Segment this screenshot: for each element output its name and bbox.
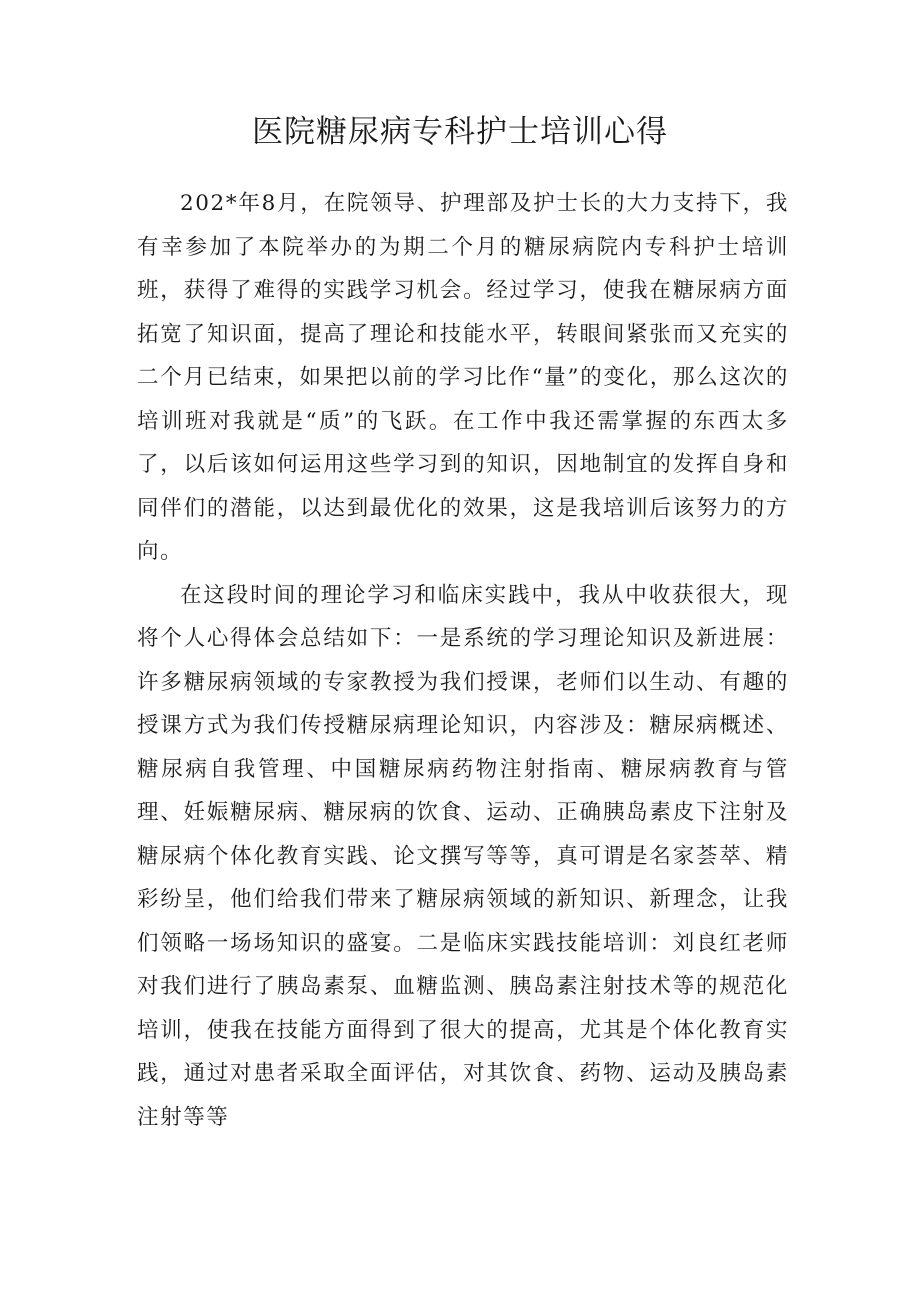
document-title: 医院糖尿病专科护士培训心得 (252, 114, 668, 150)
document-body (137, 182, 789, 1139)
paragraph-1: 202*年8月，在院领导、护理部及护士长的大力支持下，我有幸参加了本院举办的为期二个月的糖尿病院内专科护士培训班，获得了难得的实践学习机会。经过学习，使我在糖尿病方面拓宽了知识面，提高了理论和技能水平，转眼间紧张而又充实的二个月已结束，如果把以前的学习比作“量”的变化，那么这次的培训班对我就是“质”的飞跃。在工作中我还需掌握的东西太多了，以后该如何运用这些学习到的知识，因地制宜的发挥自身和同伴们的潜能，以达到最优化的效果，这是我培训后该努力的方向。 (137, 191, 789, 564)
paragraph-2: 在这段时间的理论学习和临床实践中，我从中收获很大，现将个人心得体会总结如下：一是系统的学习理论知识及新进展：许多糖尿病领域的专家教授为我们授课，老师们以生动、有趣的授课方式为我们传授糖尿病理论知识，内容涉及：糖尿病概述、糖尿病自我管理、中国糖尿病药物注射指南、糖尿病教育与管理、妊娠糖尿病、糖尿病的饮食、运动、正确胰岛素皮下注射及糖尿病个体化教育实践、论文撰写等等，真可谓是名家荟萃、精彩纷呈，他们给我们带来了糖尿病领域的新知识、新理念，让我们领略一场场知识的盛宴。二是临床实践技能培训：刘良红老师对我们进行了胰岛素泵、血糖监测、胰岛素注射技术等的规范化培训，使我在技能方面得到了很大的提高，尤其是个体化教育实践，通过对患者采取全面评估，对其饮食、药物、运动及胰岛素注射等等 (137, 582, 789, 1130)
